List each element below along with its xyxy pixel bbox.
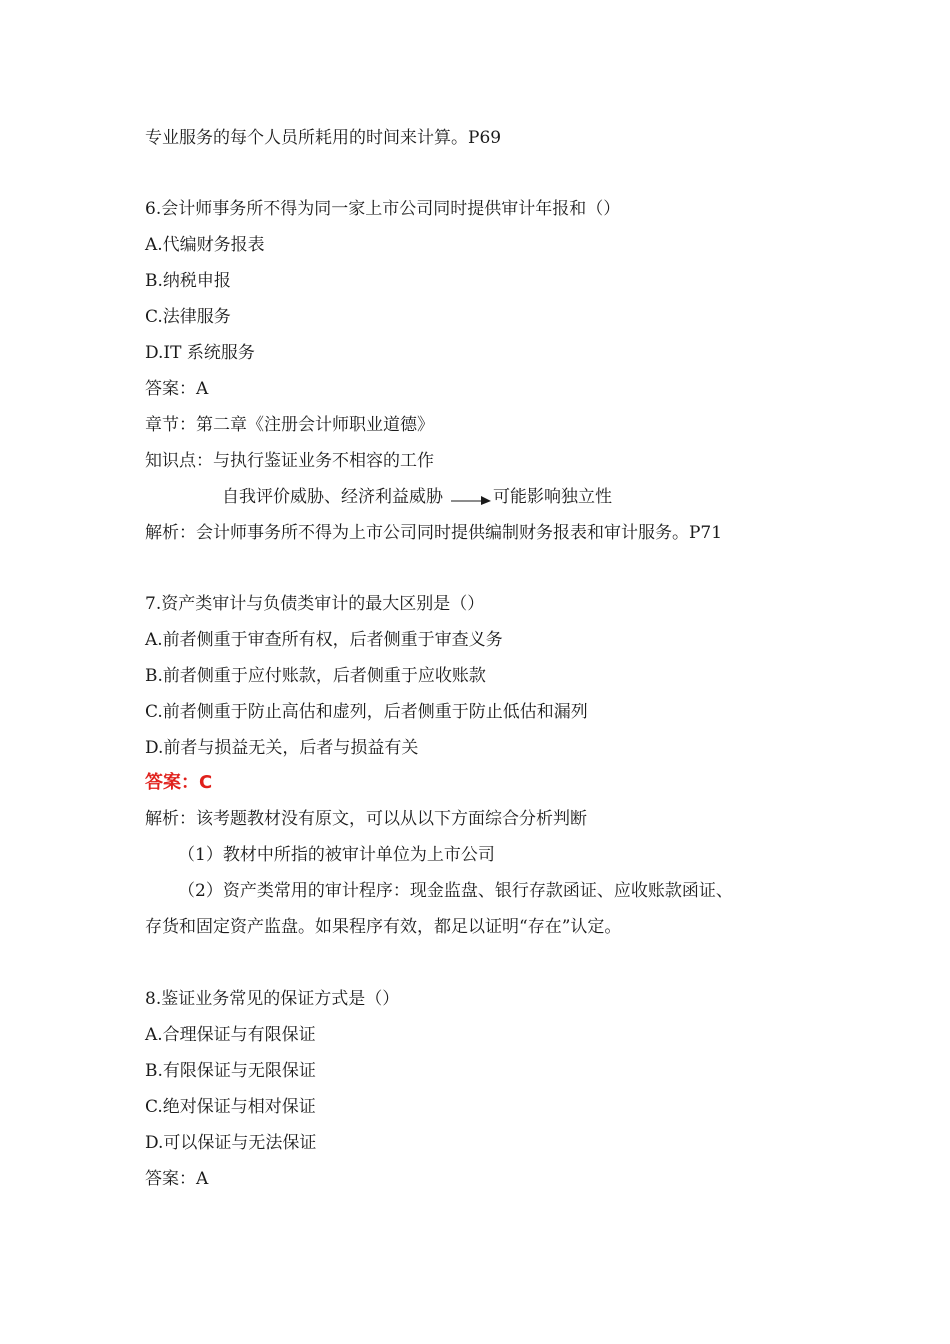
question-7-point-1: （1）教材中所指的被审计单位为上市公司	[178, 845, 495, 865]
question-7-option-b: B.前者侧重于应付账款，后者侧重于应收账款	[145, 666, 486, 686]
question-6-text: 6.会计师事务所不得为同一家上市公司同时提供审计年报和（）	[145, 199, 621, 219]
arrow-right-icon	[451, 491, 491, 505]
question-6-threat-line	[222, 486, 612, 508]
question-6-chapter: 章节：第二章《注册会计师职业道德》	[145, 415, 434, 435]
question-6-option-a: A.代编财务报表	[145, 235, 265, 255]
question-7-option-c: C.前者侧重于防止高估和虚列，后者侧重于防止低估和漏列	[145, 702, 588, 722]
threat-left-text: 自我评价威胁、经济利益威胁	[222, 487, 443, 507]
question-8-option-c: C.绝对保证与相对保证	[145, 1097, 316, 1117]
question-8-option-b: B.有限保证与无限保证	[145, 1061, 316, 1081]
question-7-point-2-line-1: （2）资产类常用的审计程序：现金监盘、银行存款函证、应收账款函证、	[178, 881, 733, 901]
continuation-text: 专业服务的每个人员所耗用的时间来计算。P69	[145, 128, 502, 148]
question-6-option-d: D.IT 系统服务	[145, 343, 255, 363]
question-8-answer: 答案：A	[145, 1169, 209, 1189]
question-7-answer: 答案：C	[145, 772, 213, 793]
question-7-option-d: D.前者与损益无关，后者与损益有关	[145, 738, 419, 758]
question-6-answer: 答案：A	[145, 379, 209, 399]
question-8-option-d: D.可以保证与无法保证	[145, 1133, 317, 1153]
threat-right-text: 可能影响独立性	[493, 487, 612, 507]
question-6-option-b: B.纳税申报	[145, 271, 231, 291]
question-6-analysis: 解析：会计师事务所不得为上市公司同时提供编制财务报表和审计服务。P71	[145, 523, 723, 543]
question-7-point-2-line-2: 存货和固定资产监盘。如果程序有效，都足以证明“存在”认定。	[145, 917, 622, 937]
question-6-option-c: C.法律服务	[145, 307, 231, 327]
question-8-option-a: A.合理保证与有限保证	[145, 1025, 316, 1045]
question-7-analysis: 解析：该考题教材没有原文，可以从以下方面综合分析判断	[145, 809, 587, 829]
question-8-text: 8.鉴证业务常见的保证方式是（）	[145, 989, 400, 1009]
question-7-option-a: A.前者侧重于审查所有权，后者侧重于审查义务	[145, 630, 503, 650]
question-6-knowledge-point: 知识点：与执行鉴证业务不相容的工作	[145, 451, 434, 471]
question-7-text: 7.资产类审计与负债类审计的最大区别是（）	[145, 594, 485, 614]
